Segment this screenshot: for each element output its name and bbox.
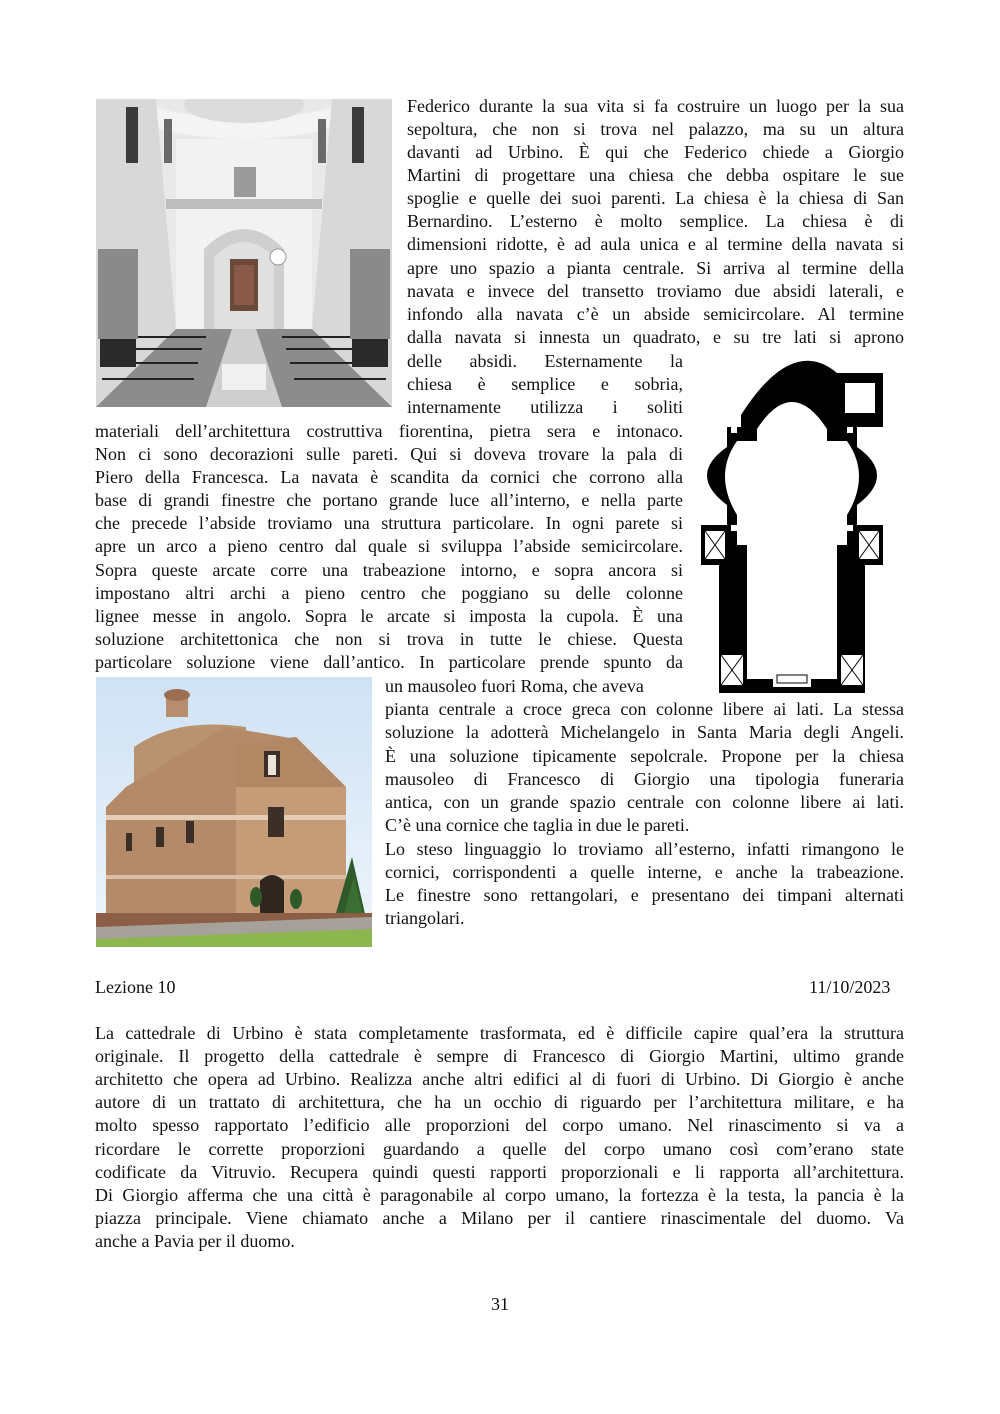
text-line: spoglie e quelle dei suoi parenti. La chiesa è la chiesa di San <box>407 188 904 208</box>
church-interior-photo <box>96 99 392 407</box>
text-line: apre un arco a pieno centro dal quale si sviluppa l’abside semicircolare. <box>95 536 683 556</box>
text-line: soluzione architettonica che non si trova in tutte le chiese. Questa <box>95 629 683 649</box>
text-line: triangolari. <box>385 908 465 928</box>
text-line: È una soluzione tipicamente sepolcrale. Propone per la chiesa <box>385 746 904 766</box>
church-floor-plan <box>697 355 887 695</box>
text-line: codificate da Vitruvio. Recupera quindi questi rapporti proporzionali e li rapporta all’architettura. <box>95 1162 904 1182</box>
text-line: Bernardino. L’esterno è molto semplice. La chiesa è di <box>407 211 904 231</box>
text-line: delle absidi. Esternamente la <box>407 351 683 371</box>
text-line: un mausoleo fuori Roma, che aveva <box>385 676 644 696</box>
text-line: Martini di progettare una chiesa che debba ospitare le sue <box>407 165 904 185</box>
text-line: navata e invece del transetto troviamo due absidi laterali, e <box>407 281 904 301</box>
text-line: davanti ad Urbino. È qui che Federico chiede a Giorgio <box>407 142 904 162</box>
text-line: Piero della Francesca. La navata è scandita da cornici che corrono alla <box>95 467 683 487</box>
text-line: originale. Il progetto della cattedrale è sempre di Francesco di Giorgio Martini, ultimo grande <box>95 1046 904 1066</box>
text-line: Di Giorgio afferma che una città è paragonabile al corpo umano, la fortezza è la testa, la pancia è la <box>95 1185 904 1205</box>
text-line: mausoleo di Francesco di Giorgio una tipologia funeraria <box>385 769 904 789</box>
text-line: dalla navata si innesta un quadrato, e su tre lati si aprono <box>407 327 904 347</box>
page-number: 31 <box>491 1294 509 1314</box>
text-line: Sopra queste arcate corre una trabeazione intorno, e sopra ancora si <box>95 560 683 580</box>
lesson-date: 11/10/2023 <box>809 977 891 997</box>
text-line: soluzione la adotterà Michelangelo in Santa Maria degli Angeli. <box>385 722 904 742</box>
text-line: Non ci sono decorazioni sulle pareti. Qui si doveva trovare la pala di <box>95 444 683 464</box>
text-line: Federico durante la sua vita si fa costruire un luogo per la sua <box>407 96 904 116</box>
text-line: antica, con un grande spazio centrale con colonne libere ai lati. <box>385 792 904 812</box>
text-line: architetto che opera ad Urbino. Realizza anche altri edifici al di fuori di Urbino. Di Giorgio è anche <box>95 1069 904 1089</box>
text-line: che precede l’abside troviamo una struttura particolare. In ogni parete si <box>95 513 683 533</box>
text-line: cornici, corrispondenti a quelle interne, e anche la trabeazione. <box>385 862 904 882</box>
text-line: dimensioni ridotte, è ad aula unica e al termine della navata si <box>407 234 904 254</box>
text-line: sepoltura, che non si trova nel palazzo, ma su un altura <box>407 119 904 139</box>
text-line: anche a Pavia per il duomo. <box>95 1231 295 1251</box>
text-line: ricordare le corrette proporzioni guardando a quelle del corpo umano così com’erano state <box>95 1139 904 1159</box>
text-line: infondo alla navata c’è un abside semicircolare. Al termine <box>407 304 904 324</box>
text-line: C’è una cornice che taglia in due le pareti. <box>385 815 690 835</box>
text-line: impostano altri archi a pieno centro che poggiano su delle colonne <box>95 583 683 603</box>
text-line: molto spesso rapportato l’edificio alle proporzioni del corpo umano. Nel rinascimento si va a <box>95 1115 904 1135</box>
text-line: internamente utilizza i soliti <box>407 397 683 417</box>
text-line: Lo steso linguaggio lo troviamo all’esterno, infatti rimangono le <box>385 839 904 859</box>
text-line: base di grandi finestre che portano grande luce all’interno, e nella parte <box>95 490 683 510</box>
text-line: apre uno spazio a pianta centrale. Si arriva al termine della <box>407 258 904 278</box>
text-line: lignee messe in angolo. Sopra le arcate si imposta la cupola. È una <box>95 606 683 626</box>
text-line: pianta centrale a croce greca con colonne libere ai lati. La stessa <box>385 699 904 719</box>
text-line: chiesa è semplice e sobria, <box>407 374 683 394</box>
text-line: Le finestre sono rettangolari, e presentano dei timpani alternati <box>385 885 904 905</box>
text-line: materiali dell’architettura costruttiva fiorentina, pietra sera e intonaco. <box>95 421 683 441</box>
lesson-label: Lezione 10 <box>95 977 176 997</box>
text-line: La cattedrale di Urbino è stata completamente trasformata, ed è difficile capire qual’era la struttura <box>95 1023 904 1043</box>
text-line: autore di un trattato di architettura, che ha un occhio di riguardo per l’architettura militare, e ha <box>95 1092 904 1112</box>
church-exterior-photo <box>96 677 372 947</box>
text-line: piazza principale. Viene chiamato anche a Milano per il cantiere rinascimentale del duomo. Va <box>95 1208 904 1228</box>
text-line: particolare soluzione viene dall’antico. In particolare prende spunto da <box>95 652 683 672</box>
